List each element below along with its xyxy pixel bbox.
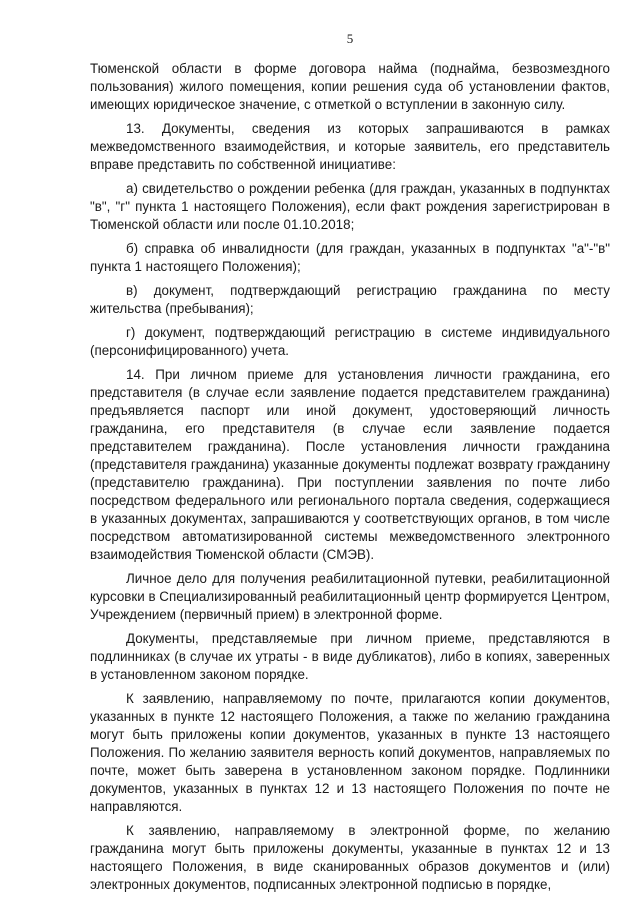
page-number: 5: [346, 31, 354, 46]
paragraph-item-14: 14. При личном приеме для установления личности гражданина, его представителя (в случае если заявление подается представителем гражданина) предъявляется паспорт или иной документ, удостоверяющий личность гражданина, его представителя (в случае если заявление подается представителем гражданина). После установления личности гражданина (представителя гражданина) указанные документы подлежат возврату гражданину (представителю гражданина). При поступлении заявления по почте либо посредством федерального или регионального портала сведения, содержащиеся в указанных документах, запрашиваются у соответствующих органов, в том числе посредством автоматизированной системы межведомственного электронного взаимодействия Тюменской области (СМЭВ).: [90, 367, 610, 562]
paragraph-subitem-b: б) справка об инвалидности (для граждан, указанных в подпунктах "а"-"в" пункта 1 настоящего Положения);: [90, 241, 610, 274]
paragraph-subitem-a: а) свидетельство о рождении ребенка (для граждан, указанных в подпунктах "в", "г" пункта 1 настоящего Положения), если факт рождения зарегистрирован в Тюменской области или после 01.10.2018;: [90, 181, 610, 232]
paragraph-electronic-application: К заявлению, направляемому в электронной форме, по желанию гражданина могут быть приложены документы, указанные в пунктах 12 и 13 настоящего Положения, в виде сканированных образов документов и (или) электронных документов, подписанных электронной подписью в порядке,: [90, 823, 610, 892]
paragraph-personal-file: Личное дело для получения реабилитационной путевки, реабилитационной курсовки в Специализированный реабилитационный центр формируется Центром, Учреждением (первичный прием) в электронной форме.: [90, 571, 610, 622]
paragraph-subitem-g: г) документ, подтверждающий регистрацию в системе индивидуального (персонифицированного) учета.: [90, 325, 610, 358]
paragraph-item-13: 13. Документы, сведения из которых запрашиваются в рамках межведомственного взаимодействия, и которые заявитель, его представитель вправе представить по собственной инициативе:: [90, 121, 610, 172]
paragraph-documents-in-person: Документы, представляемые при личном приеме, представляются в подлинниках (в случае их утраты - в виде дубликатов), либо в копиях, заверенных в установленном законом порядке.: [90, 631, 610, 682]
paragraph-mail-application: К заявлению, направляемому по почте, прилагаются копии документов, указанных в пункте 12 настоящего Положения, а также по желанию гражданина могут быть приложены копии документов, указанных в пункте 13 настоящего Положения. По желанию заявителя верность копий документов, направляемых по почте, может быть заверена в установленном законом порядке. Подлинники документов, указанных в пунктах 12 и 13 настоящего Положения по почте не направляются.: [90, 691, 610, 814]
paragraph-continuation: Тюменской области в форме договора найма (поднайма, безвозмездного пользования) жилого помещения, копии решения суда об установлении фактов, имеющих юридическое значение, с отметкой о вступлении в законную силу.: [90, 61, 610, 112]
paragraph-subitem-v: в) документ, подтверждающий регистрацию гражданина по месту жительства (пребывания);: [90, 283, 610, 316]
